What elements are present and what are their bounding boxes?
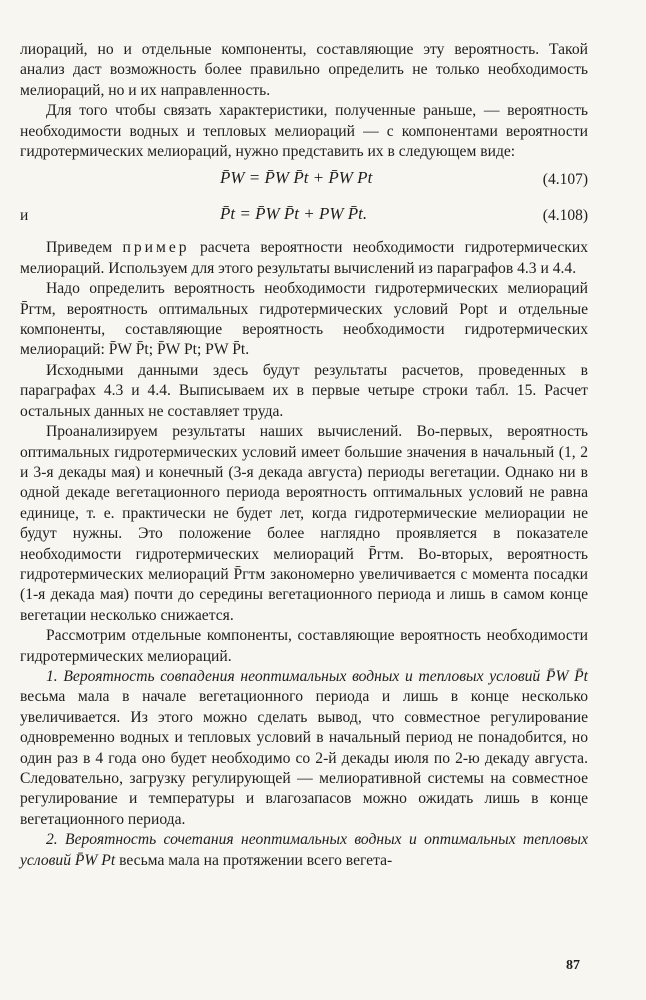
paragraph-continuation: лиораций, но и отдельные компоненты, составляющие эту вероятность. Такой анализ даст возможность более правильно определить не только необходимость мелиораций, но и их направленность. — [20, 41, 588, 99]
list-item-2: 2. Вероятность сочетания неоптимальных водных и оптимальных тепловых условий P̄W Pt весьма мала на протяжении всего вегета- — [20, 831, 588, 869]
paragraph-analysis: Проанализируем результаты наших вычислений. Во-первых, вероятность оптимальных гидротермических условий имеет большие значения в начальный (1, 2 и 3-я декады мая) и конечный (3-я декада августа) периоды вегетации. Однако ни в одной декаде вегетационного периода вероятность оптимальных условий не равна единице, т. е. практически не будет лет, когда гидротермические мелиорации не будут нужны. Это положение более наглядно проявляется в показателе необходимости гидротермических мелиораций P̄гтм. Во-вторых, вероятность гидротермических мелиораций P̄гтм закономерно увеличивается с момента посадки (1-я декада мая) почти до середины вегетационного периода и лишь в самом конце вегетации несколько снижается. — [20, 423, 588, 624]
paragraph-determine: Надо определить вероятность необходимости гидротермических мелиораций P̄гтм, вероятность оптимальных гидротермических условий Popt и отдельные компоненты, составляющие вероятность необходимости гидротермических мелиораций: P̄W P̄t; P̄W Pt; PW P̄t. — [20, 280, 588, 359]
equation-formula: P̄W = P̄W P̄t + P̄W Pt — [220, 168, 373, 188]
equation-number: (4.108) — [542, 207, 588, 225]
equation-4-108 — [20, 198, 588, 234]
spaced-word: пример — [122, 239, 190, 257]
list-item-title: 2. Вероятность сочетания неоптимальных водных и оптимальных тепловых условий P̄W Pt — [20, 831, 588, 869]
list-item-title: 1. Вероятность совпадения неоптимальных водных и тепловых условий P̄W P̄t — [46, 667, 588, 685]
paragraph-source-data: Исходными данными здесь будут результаты расчетов, проведенных в параграфах 4.3 и 4.4. Выписываем их в первые четыре строки табл. 15. Расчет остальных данных не составляет труда. — [20, 361, 588, 420]
equation-formula: P̄t = P̄W P̄t + PW P̄t. — [220, 204, 368, 224]
equation-4-107 — [20, 162, 588, 198]
paragraph-consider: Рассмотрим отдельные компоненты, составляющие вероятность необходимости гидротермических мелиораций. — [20, 627, 588, 665]
equation-number: (4.107) — [542, 171, 588, 189]
equation-conjunction: и — [20, 207, 29, 225]
body-text — [20, 40, 588, 871]
list-item-1: 1. Вероятность совпадения неоптимальных водных и тепловых условий P̄W P̄t весьма мала в начале вегетационного периода и лишь в конце несколько увеличивается. Из этого можно сделать вывод, что совместное регулирование одновременно водных и тепловых условий в начальный период не понадобится, но один раз в 4 года оно будет необходимо со 2-й декады июля по 2-ю декаду августа. Следовательно, загрузку регулирующей — мелиоративной системы на совместное регулирование и температуры и влагозапасов можно ожидать лишь в конце вегетационного периода. — [20, 667, 588, 828]
paragraph-relation: Для того чтобы связать характеристики, полученные раньше, — вероятность необходимости водных и тепловых мелиораций — с компонентами вероятности гидротермических мелиораций, нужно представить их в следующем виде: — [20, 102, 588, 161]
page-number: 87 — [566, 958, 580, 973]
paragraph-example: Приведем пример расчета вероятности необходимости гидротермических мелиораций. Используем для этого результаты вычислений из параграфов 4.3 и 4.4. — [20, 239, 588, 277]
